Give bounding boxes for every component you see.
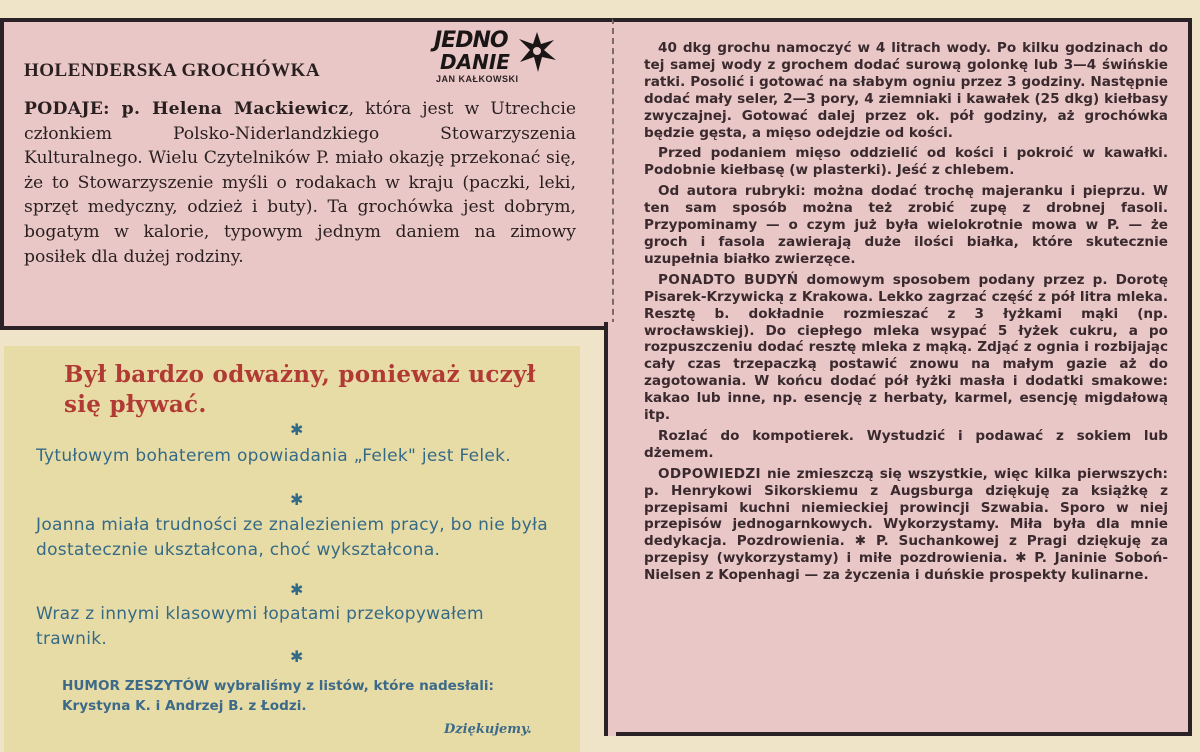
budyn-head: PONADTO BUDYŃ bbox=[658, 271, 799, 288]
budyn-paragraph bbox=[644, 272, 1168, 424]
leaf-ornament-icon bbox=[516, 30, 558, 74]
answers-head: ODPOWIEDZI bbox=[658, 465, 761, 482]
budyn-text: domowym sposobem podany przez p. Dorotę Pisarek-Krzywicką z Krakowa. Lekko zagrzać część z pół litra mleka. Resztę b. dokładnie rozmieszać z 3 łyżkami mąki (np. wrocławskiej). Do ciepłego mleka wsypać 5 łyżek cukru, a po rozpuszczeniu dodać resztę mleka z mąką. Zdjąć z ognia i rozbijając cały czas trzepaczką postawić znowu na małym gazie aż do zagotowania. W końcu dodać pół łyżki masła i dodatki smakowe: kakao lub inne, np. esencję z herbaty, karmel, esencję migdałową itp. bbox=[644, 271, 1168, 424]
joke-item: Wraz z innymi klasowymi łopatami przekopywałem trawnik. bbox=[36, 604, 484, 649]
recipe-title: HOLENDERSKA GROCHÓWKA bbox=[24, 60, 321, 81]
answers-text: nie zmieszczą się wszystkie, więc kilka pierwszych: p. Henrykowi Sikorskiemu z Augsburga dziękuję za książkę z przepisami kuchni niemieckiej prowincji Szwabia. Sporo w niej przepisów jednogarnkowych. Wykorzystamy. Miła była dla mnie dedykacja. Pozdrowienia. ✱ P. Suchankowej z Pragi dziękuję za przepisy (wykorzystamy) i miłe pozdrowienia. ✱ P. Janinie Soboń-Nielsen z Kopenhagi — za życzenia i duńskie prospekty kulinarne. bbox=[644, 465, 1168, 584]
joke-item: Joanna miała trudności ze znalezieniem pracy, bo nie była dostatecznie ukształcona, choć wykształcona. bbox=[36, 515, 548, 560]
asterisk-icon: ✱ bbox=[290, 420, 304, 439]
joke-item: Tytułowym bohaterem opowiadania „Felek" jest Felek. bbox=[36, 446, 512, 466]
asterisk-icon: ✱ bbox=[290, 647, 304, 666]
humor-thanks: Dziękujemy. bbox=[444, 722, 532, 737]
answers-paragraph bbox=[644, 466, 1168, 584]
humor-box bbox=[4, 346, 580, 752]
logo-line-1: JEDNO bbox=[434, 28, 508, 53]
recipe-paragraph: Przed podaniem mięso oddzielić od kości i pokroić w kawałki. Podobnie kiełbasę (w plasterki). Jeść z chlebem. bbox=[644, 145, 1168, 179]
humor-title: Był bardzo odważny, ponieważ uczył się pływać. bbox=[64, 361, 536, 418]
logo-line-2: DANIE bbox=[440, 50, 510, 74]
recipe-paragraph: 40 dkg grochu namoczyć w 4 litrach wody. Po kilku godzinach do tej samej wody z grochem dodać surową golonkę lub 3—4 świńskie ratki. Posolić i gotować na słabym ogniu przez 3 godziny. Następnie dodać mały seler, 2—3 pory, 4 ziemniaki i kawałek (25 dkg) kiełbasy zwyczajnej. Gotować dalej przez ok. pół godziny, aż grochówka będzie gęsta, a mięso odejdzie od kości. bbox=[644, 40, 1168, 141]
recipe-box-join bbox=[604, 322, 616, 736]
asterisk-icon: ✱ bbox=[290, 580, 304, 599]
recipe-paragraph: Od autora rubryki: można dodać trochę majeranku i pieprzu. W ten sam sposób można też zrobić zupę z drobnej fasoli. Przypominamy — o czym już była wielokrotnie mowa w P. — że groch i fasola zawierają duże ilości białka, które skutecznie uzupełnia białko zwierzęce. bbox=[644, 183, 1168, 267]
column-logo bbox=[430, 28, 560, 90]
humor-note: HUMOR ZESZYTÓW wybraliśmy z listów, które nadesłali: Krystyna K. i Andrzej B. z Łodzi. bbox=[62, 678, 494, 714]
intro-text: , która jest w Utrechcie członkiem Polsko-Niderlandzkiego Stowarzyszenia Kulturalnego. Wielu Czytelników P. miało okazję przekonać się, że to Stowarzyszenie myśli o rodakach w kraju (paczki, leki, sprzęt medyczny, odzież i buty). Ta grochówka jest dobrym, bogatym w kalorie, typowym jednym daniem na zimowy posiłek dla dużej rodziny. bbox=[24, 99, 576, 267]
logo-author: JAN KAŁKOWSKI bbox=[436, 74, 519, 84]
budyn-end: Rozlać do kompotierek. Wystudzić i podawać z sokiem lub dżemem. bbox=[644, 427, 1168, 461]
intro-name: Helena Mackiewicz bbox=[152, 99, 349, 119]
recipe-column bbox=[644, 40, 1168, 588]
asterisk-icon: ✱ bbox=[290, 490, 304, 509]
recipe-intro bbox=[24, 97, 576, 269]
intro-lead: PODAJE: p. bbox=[24, 99, 153, 119]
